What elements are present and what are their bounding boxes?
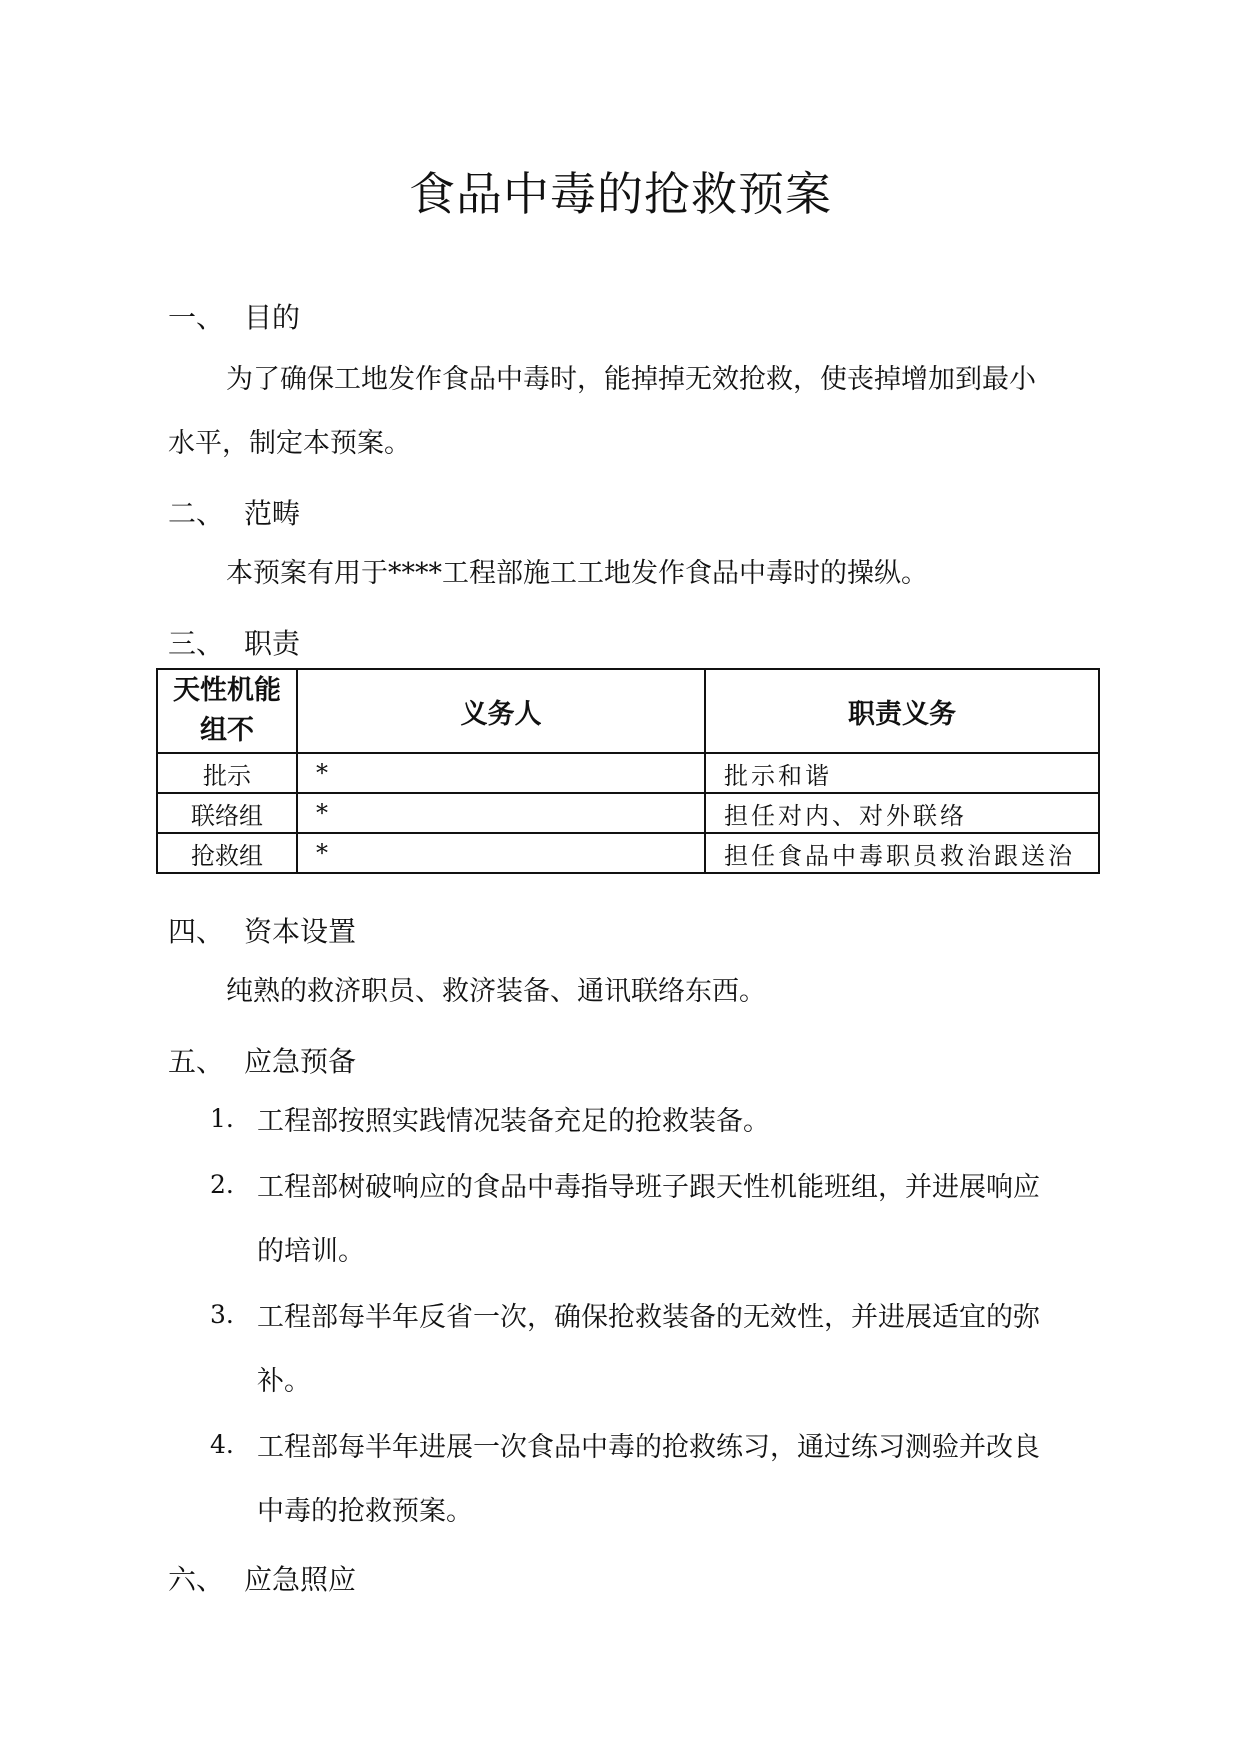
list-item-line: 的培训。 — [257, 1236, 365, 1267]
section-title: 应急预备 — [244, 1045, 357, 1078]
list-item-number: 1. — [210, 1104, 234, 1133]
cell-duty: 担任食品中毒职员救治跟送治 — [705, 833, 1099, 873]
section-title: 目的 — [244, 301, 301, 334]
header-duty: 职责义务 — [705, 669, 1099, 753]
list-item-line: 工程部每半年反省一次，确保抢救装备的无效性，并进展适宜的弥 — [257, 1302, 1040, 1333]
list-item — [257, 1090, 1097, 1154]
section-title: 职责 — [244, 627, 301, 660]
cell-group: 抢救组 — [157, 833, 297, 873]
section-heading-emergency-response — [168, 1558, 356, 1598]
section-heading-preparation — [168, 1040, 356, 1080]
section-number: 一、 — [168, 301, 225, 334]
cell-duty: 批示和谐 — [705, 753, 1099, 793]
table-row — [157, 753, 1099, 793]
purpose-line-1: 为了确保工地发作食品中毒时，能掉掉无效抢救，使丧掉增加到最小 — [226, 364, 1036, 395]
section-heading-purpose — [168, 296, 300, 336]
list-item-number: 4. — [210, 1430, 234, 1459]
document-title: 食品中毒的抢救预案 — [409, 167, 832, 221]
list-item — [257, 1156, 1097, 1284]
section-heading-duties — [168, 622, 300, 662]
cell-person: * — [297, 753, 705, 793]
section-number: 六、 — [168, 1563, 225, 1596]
header-function-group: 天性机能 组不 — [157, 669, 297, 753]
section-heading-resources — [168, 910, 356, 950]
list-item-line: 补。 — [257, 1366, 311, 1397]
table-header-row — [157, 669, 1099, 753]
cell-duty: 担任对内、对外联络 — [705, 793, 1099, 833]
list-item-line: 工程部树破响应的食品中毒指导班子跟天性机能班组，并进展响应 — [257, 1172, 1040, 1203]
list-item — [257, 1286, 1097, 1414]
section-number: 三、 — [168, 627, 225, 660]
section-title: 范畴 — [244, 497, 301, 530]
resources-text: 纯熟的救济职员、救济装备、通讯联络东西。 — [226, 976, 766, 1007]
section-number: 四、 — [168, 915, 225, 948]
list-item-number: 3. — [210, 1300, 234, 1329]
table-row — [157, 793, 1099, 833]
duty-table — [156, 668, 1100, 874]
section-heading-scope — [168, 492, 300, 532]
list-item-line: 中毒的抢救预案。 — [257, 1496, 473, 1527]
list-item-line: 工程部按照实践情况装备充足的抢救装备。 — [257, 1106, 770, 1137]
section-title: 应急照应 — [244, 1563, 357, 1596]
section-number: 五、 — [168, 1045, 225, 1078]
header-responsible-person: 义务人 — [297, 669, 705, 753]
cell-person: * — [297, 833, 705, 873]
list-item-line: 工程部每半年进展一次食品中毒的抢救练习，通过练习测验并改良 — [257, 1432, 1040, 1463]
section-title: 资本设置 — [244, 915, 357, 948]
list-item-number: 2. — [210, 1170, 234, 1199]
purpose-line-2: 水平，制定本预案。 — [168, 428, 411, 459]
section-number: 二、 — [168, 497, 225, 530]
cell-group: 联络组 — [157, 793, 297, 833]
table-row — [157, 833, 1099, 873]
cell-group: 批示 — [157, 753, 297, 793]
scope-text: 本预案有用于****工程部施工工地发作食品中毒时的操纵。 — [226, 558, 928, 589]
cell-person: * — [297, 793, 705, 833]
list-item — [257, 1416, 1097, 1544]
